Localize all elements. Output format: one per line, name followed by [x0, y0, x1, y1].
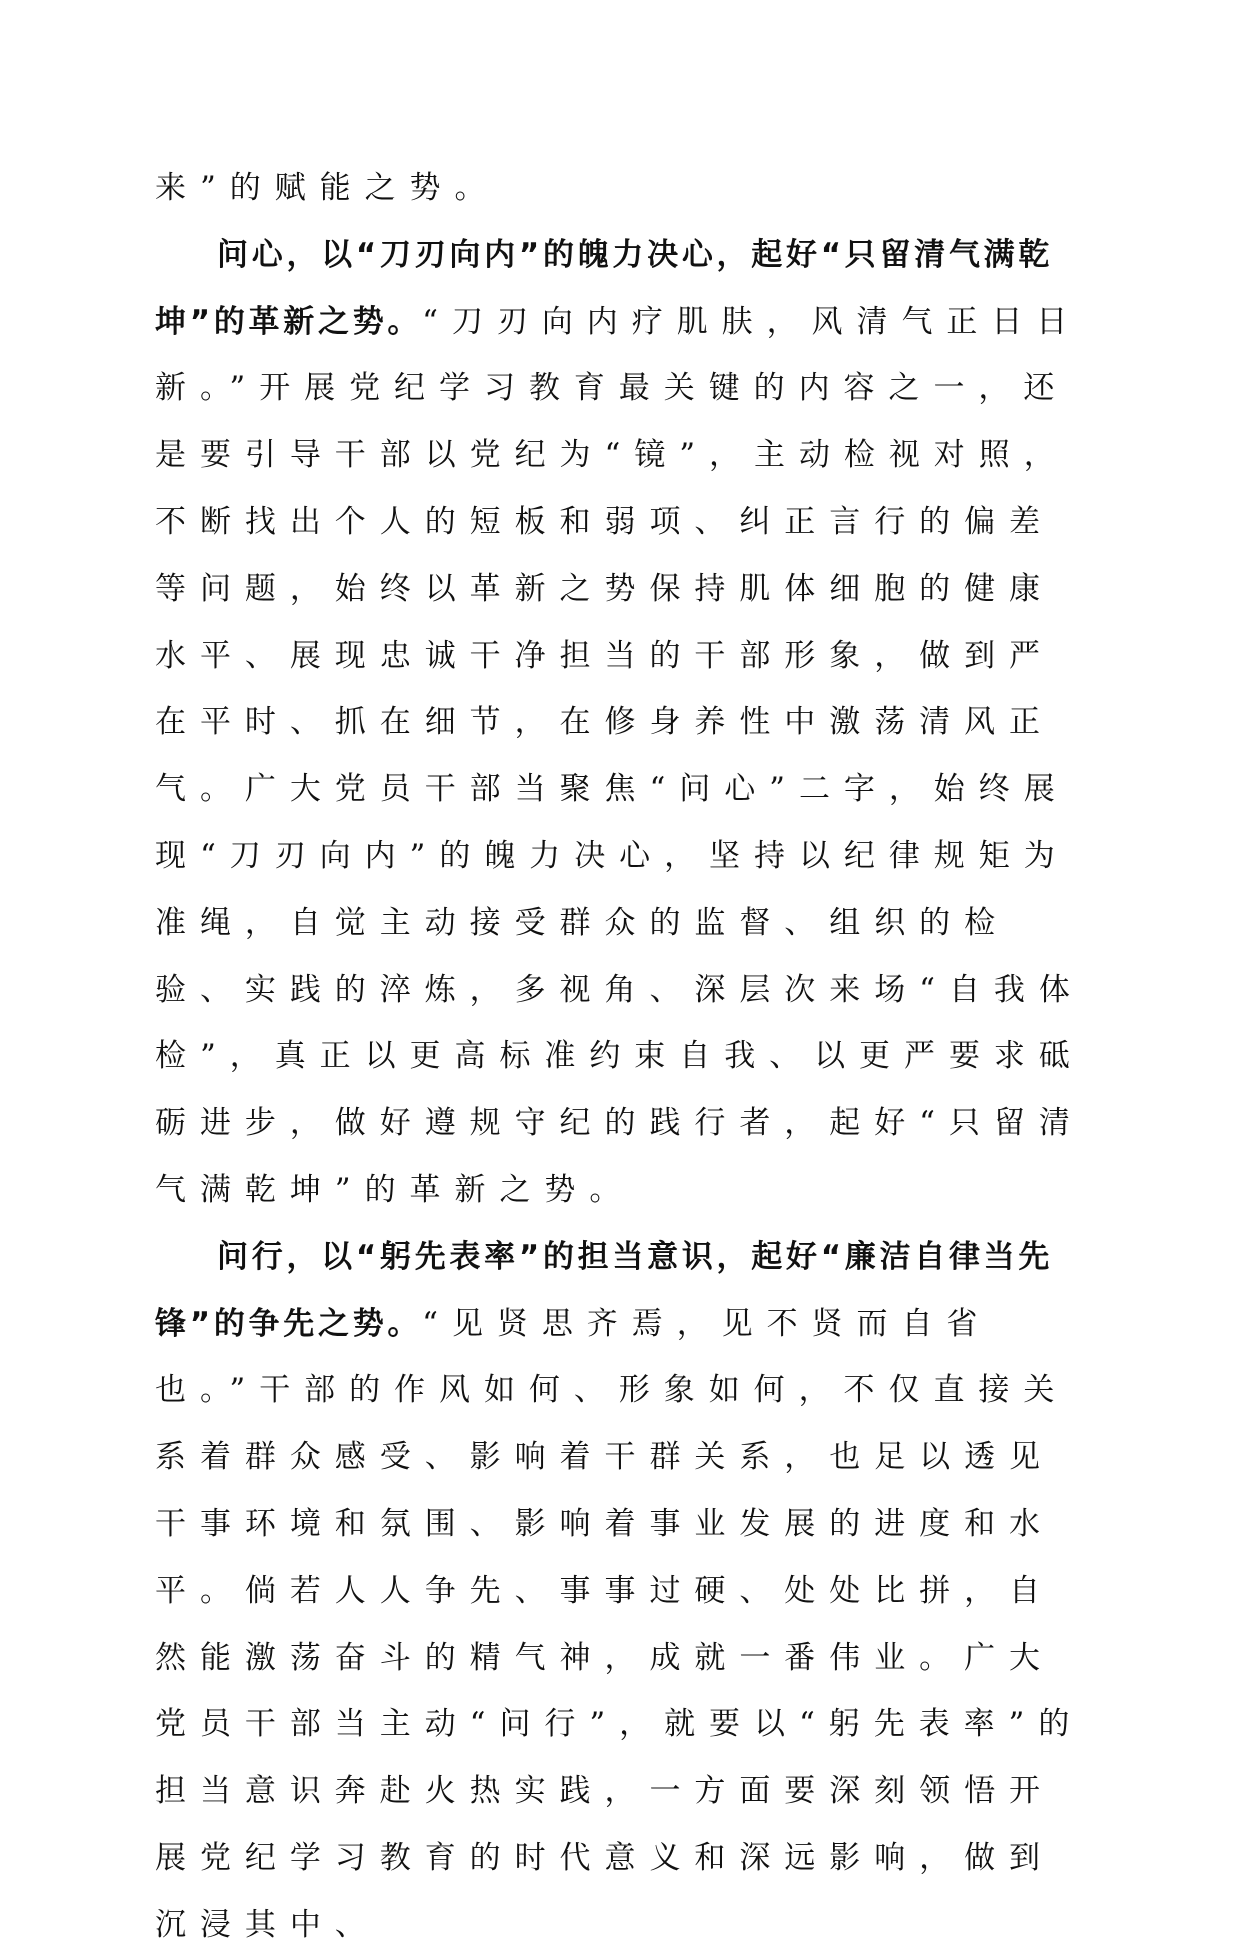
paragraph-wenxin — [155, 222, 1085, 1224]
body-text — [155, 155, 1085, 1959]
paragraph-lead: 问心，以“刀刃向内”的魄力决心，起好“只留清气满乾坤”的革新之势。 — [155, 236, 1054, 340]
paragraph-lead: 问行，以“躬先表率”的担当意识，起好“廉洁自律当先锋”的争先之势。 — [155, 1238, 1054, 1342]
paragraph-body: “刀刃向内疗肌肤，风清气正日日新。”开展党纪学习教育最关键的内容之一，还是要引导干部以党纪为“镜”，主动检视对照，不断找出个人的短板和弱项、纠正言行的偏差等问题，始终以革新之势保持肌体细胞的健康水平、展现忠诚干净担当的干部形象，做到严在平时、抓在细节，在修身养性中激荡清风正气。广大党员干部当聚焦“问心”二字，始终展现“刀刃向内”的魄力决心，坚持以纪律规矩为准绳，自觉主动接受群众的监督、组织的检验、实践的淬炼，多视角、深层次来场“自我体检”，真正以更高标准约束自我、以更严要求砥砺进步，做好遵规守纪的践行者，起好“只留清气满乾坤”的革新之势。 — [155, 303, 1084, 1208]
paragraph-wenxing — [155, 1224, 1085, 1959]
paragraph-body: “见贤思齐焉，见不贤而自省也。”干部的作风如何、形象如何，不仅直接关系着群众感受、影响着干群关系，也足以透见干事环境和氛围、影响着事业发展的进度和水平。倘若人人争先、事事过硬、处处比拼，自然能激荡奋斗的精气神，成就一番伟业。广大党员干部当主动“问行”，就要以“躬先表率”的担当意识奔赴火热实践，一方面要深刻领悟开展党纪学习教育的时代意义和深远影响，做到沉浸其中、 — [155, 1305, 1084, 1943]
paragraph-continuation — [155, 155, 1085, 222]
paragraph-body: 来”的赋能之势。 — [155, 170, 500, 206]
